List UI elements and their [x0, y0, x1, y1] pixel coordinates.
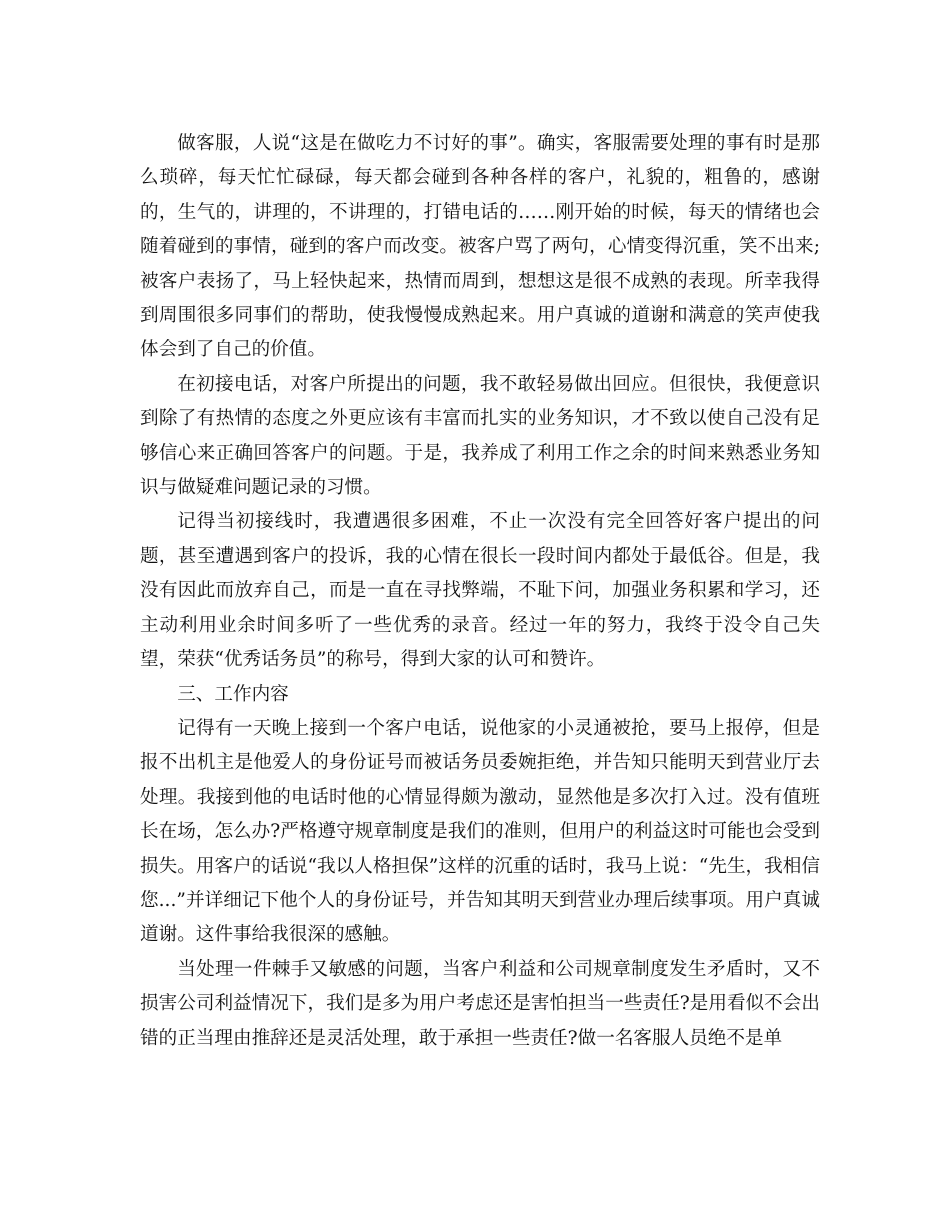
- paragraph-early-difficulties: 记得当初接线时，我遭遇很多困难，不止一次没有完全回答好客户提出的问题，甚至遭遇到客户的投诉，我的心情在很长一段时间内都处于最低谷。但是，我没有因此而放弃自己，而是一直在寻找弊端，不耻下问，加强业务积累和学习，还主动利用业余时间多听了一些优秀的录音。经过一年的努力，我终于没令自己失望，荣获“优秀话务员”的称号，得到大家的认可和赞许。: [140, 511, 820, 671]
- paragraph-customer-service-intro: 做客服，人说“这是在做吃力不讨好的事”。确实，客服需要处理的事有时是那么琐碎，每天忙忙碌碌，每天都会碰到各种各样的客户，礼貌的，粗鲁的，感谢的，生气的，讲理的，不讲理的，打错电话的……刚开始的时候，每天的情绪也会随着碰到的事情，碰到的客户而改变。被客户骂了两句，心情变得沉重，笑不出来;被客户表扬了，马上轻快起来，热情而周到，想想这是很不成熟的表现。所幸我得到周围很多同事们的帮助，使我慢慢成熟起来。用户真诚的道谢和满意的笑声使我体会到了自己的价值。: [140, 133, 820, 361]
- document-body: [140, 127, 820, 1056]
- paragraph-phone-story: 记得有一天晚上接到一个客户电话，说他家的小灵通被抢，要马上报停，但是报不出机主是他爱人的身份证号而被话务员委婉拒绝，并告知只能明天到营业厅去处理。我接到他的电话时他的心情显得颇为激动，显然他是多次打入过。没有值班长在场，怎么办?严格遵守规章制度是我们的准则，但用户的利益这时可能也会受到损失。用客户的话说“我以人格担保”这样的沉重的话时，我马上说：“先生，我相信您...”并详细记下他个人的身份证号，并告知其明天到营业办理后续事项。用户真诚道谢。这件事给我很深的感触。: [140, 717, 820, 946]
- paragraph-answering-calls: 在初接电话，对客户所提出的问题，我不敢轻易做出回应。但很快，我便意识到除了有热情的态度之外更应该有丰富而扎实的业务知识，才不致以使自己没有足够信心来正确回答客户的问题。于是，我养成了利用工作之余的时间来熟悉业务知识与做疑难问题记录的习惯。: [140, 373, 820, 499]
- section-heading-work-content: 三、工作内容: [177, 683, 289, 705]
- paragraph-handling-conflicts: 当处理一件棘手又敏感的问题，当客户利益和公司规章制度发生矛盾时，又不损害公司利益情况下，我们是多为用户考虑还是害怕担当一些责任?是用看似不会出错的正当理由推辞还是灵活处理，敢于承担一些责任?做一名客服人员绝不是单: [140, 958, 820, 1049]
